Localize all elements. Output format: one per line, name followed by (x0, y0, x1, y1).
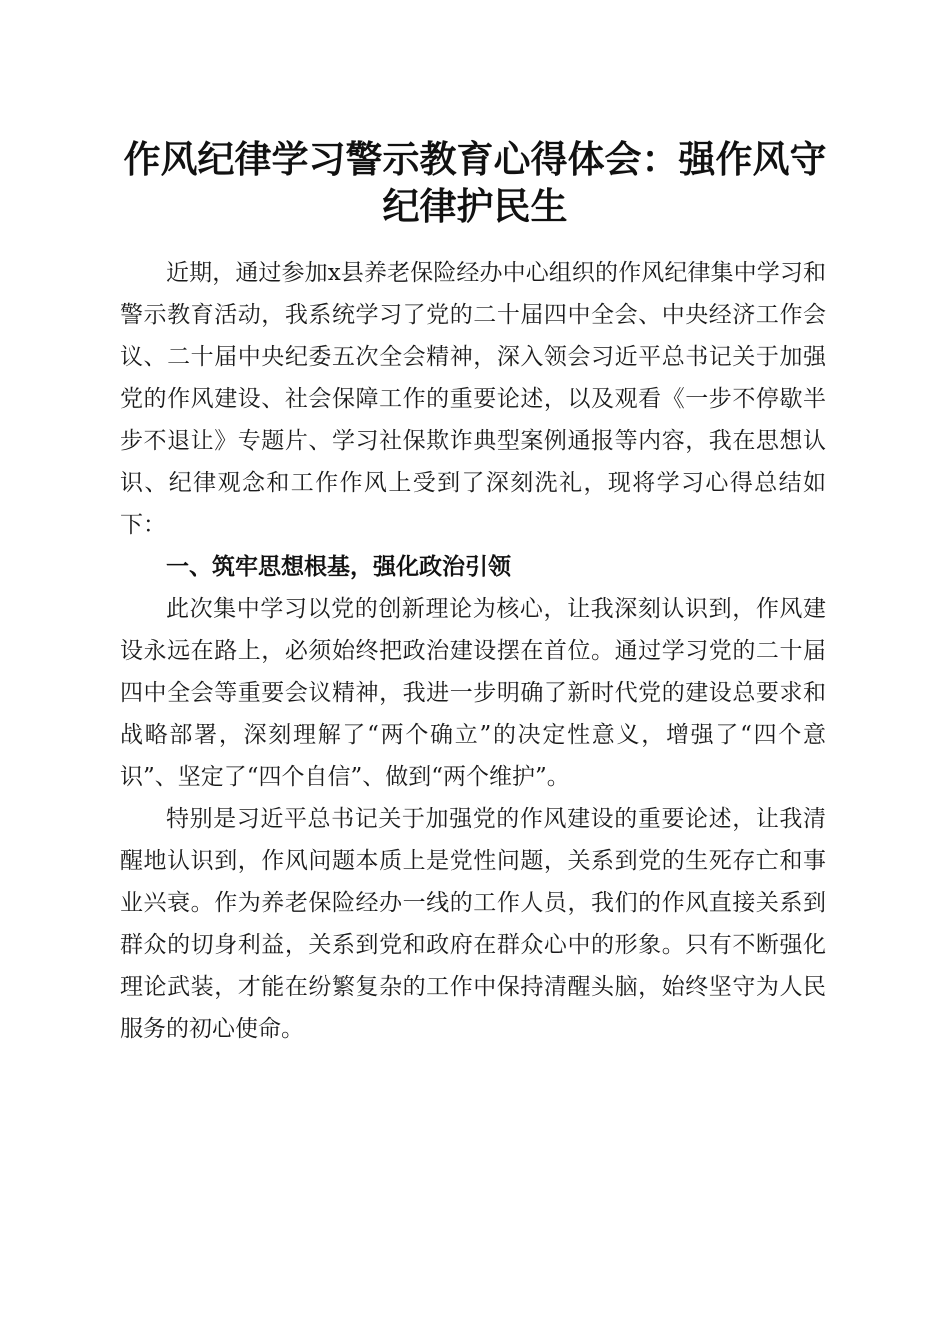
intro-paragraph: 近期，通过参加x县养老保险经办中心组织的作风纪律集中学习和警示教育活动，我系统学习了党的二十届四中全会、中央经济工作会议、二十届中央纪委五次全会精神，深入领会习近平总书记关于加强党的作风建设、社会保障工作的重要论述，以及观看《一步不停歇半步不退让》专题片、学习社保欺诈典型案例通报等内容，我在思想认识、纪律观念和工作作风上受到了深刻洗礼，现将学习心得总结如下： (120, 260, 826, 538)
section-paragraph: 此次集中学习以党的创新理论为核心，让我深刻认识到，作风建设永远在路上，必须始终把政治建设摆在首位。通过学习党的二十届四中全会等重要会议精神，我进一步明确了新时代党的建设总要求和战略部署，深刻理解了“两个确立”的决定性意义，增强了“四个意识”、坚定了“四个自信”、做到“两个维护”。 (120, 596, 826, 790)
document-title: 作风纪律学习警示教育心得体会：强作风守纪律护民生 (123, 137, 827, 228)
section-heading: 一、筑牢思想根基，强化政治引领 (166, 554, 511, 580)
document-body (120, 252, 826, 1050)
section-paragraph: 特别是习近平总书记关于加强党的作风建设的重要论述，让我清醒地认识到，作风问题本质上是党性问题，关系到党的生死存亡和事业兴衰。作为养老保险经办一线的工作人员，我们的作风直接关系到群众的切身利益，关系到党和政府在群众心中的形象。只有不断强化理论武装，才能在纷繁复杂的工作中保持清醒头脑，始终坚守为人民服务的初心使命。 (120, 806, 826, 1042)
